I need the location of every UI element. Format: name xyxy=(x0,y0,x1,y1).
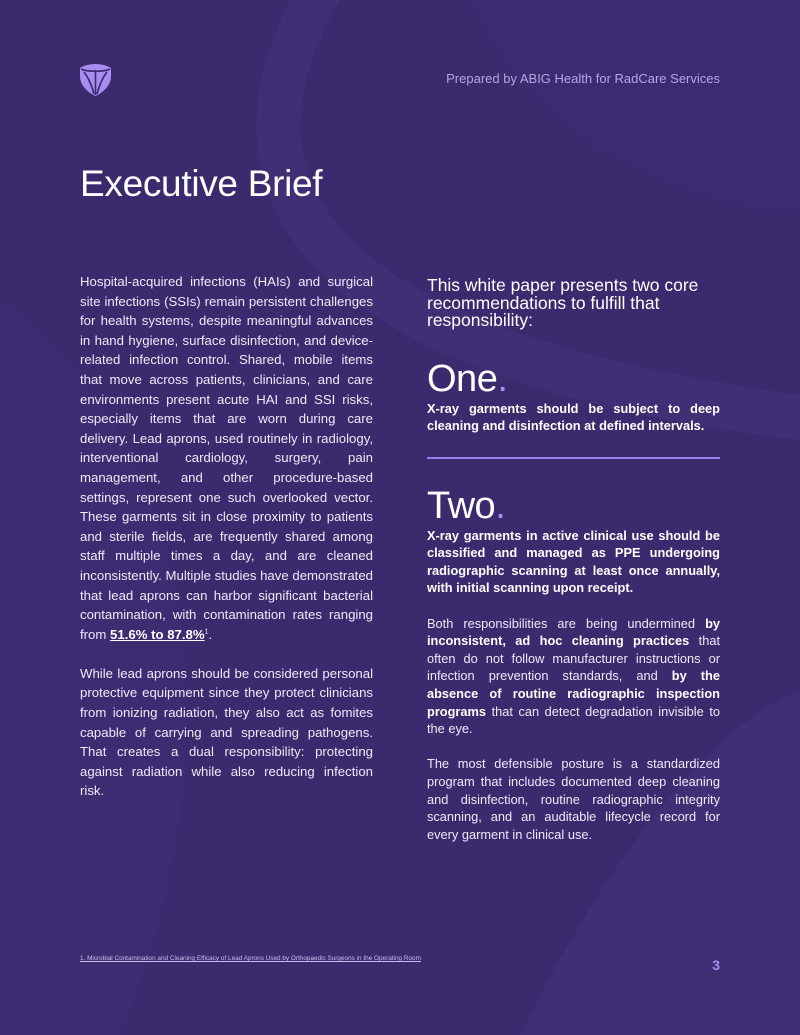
recommendation-two-text: X-ray garments in active clinical use should be classified and managed as PPE undergoing radiographic scanning at least once annually, with initial scanning upon receipt. xyxy=(427,527,720,596)
dual-responsibility-paragraph: While lead aprons should be considered personal protective equipment since they protect clinicians from ionizing radiation, they also act as fomites capable of carrying and spreading pathogens. That creates a dual responsibility: protecting against radiation while also reducing infection risk. xyxy=(80,665,373,799)
page-title: Executive Brief xyxy=(80,163,323,204)
undermined-text-3: that can detect degradation invisible to the eye. xyxy=(427,703,720,737)
undermined-text-2: that often do not follow manufacturer instructions or infection prevention standards, and xyxy=(427,633,720,684)
recommendation-two-heading xyxy=(427,484,720,527)
intro-paragraph-end: . xyxy=(208,626,213,642)
recommendation-two-number: Two xyxy=(427,484,496,527)
recommendations-intro: This white paper presents two core recommendations to fulfill that responsibility: xyxy=(427,275,699,330)
footnote-reference: 1 xyxy=(204,628,209,636)
right-column xyxy=(427,277,720,843)
intro-paragraph-text: Hospital-acquired infections (HAIs) and surgical site infections (SSIs) remain persistent challenges for health systems, despite meaningful advances in hand hygiene, surface disinfection, and device-related infection control. Shared, mobile items that move across patients, clinicians, and care environments present acute HAI and SSI risks, especially items that are worn during care delivery. Lead aprons, used routinely in radiology, interventional cardiology, surgery, pain management, and other procedure-based settings, represent one such overlooked vector. These garments sit in close proximity to patients and sterile fields, are frequently shared among staff multiple times a day, and are cleaned inconsistently. Multiple studies have demonstrated that lead aprons can harbor significant bacterial contamination, with contamination rates ranging from xyxy=(80,274,373,642)
defensible-posture-paragraph: The most defensible posture is a standardized program that includes documented deep cleaning and disinfection, routine radiographic integrity scanning, and an auditable lifecycle record for every garment in clinical use. xyxy=(427,756,720,842)
undermined-text-1: Both responsibilities are being undermined xyxy=(427,615,706,631)
recommendation-one-text: X-ray garments should be subject to deep cleaning and disinfection at defined intervals. xyxy=(427,400,720,434)
recommendation-one-heading xyxy=(427,357,720,400)
recommendation-one-number: One xyxy=(427,357,498,400)
undermined-bold-2: by the absence of routine radiographic inspection programs xyxy=(427,668,720,719)
page-number: 3 xyxy=(712,957,720,973)
accent-dot: . xyxy=(497,357,508,400)
footnote-link[interactable]: 1. Microbial Contamination and Cleaning Efficacy of Lead Aprons Used by Orthopaedic Surgeons in the Operating Room xyxy=(80,955,421,962)
shield-logo-icon xyxy=(79,63,112,97)
undermined-paragraph xyxy=(427,615,720,738)
contamination-rate-stat: 51.6% to 87.8% xyxy=(110,626,205,642)
section-divider xyxy=(427,457,720,459)
intro-paragraph xyxy=(80,272,373,644)
left-column xyxy=(80,272,373,821)
undermined-bold-1: by inconsistent, ad hoc cleaning practices xyxy=(427,615,720,649)
accent-dot: . xyxy=(495,484,506,527)
prepared-by-text: Prepared by ABIG Health for RadCare Services xyxy=(446,71,720,86)
